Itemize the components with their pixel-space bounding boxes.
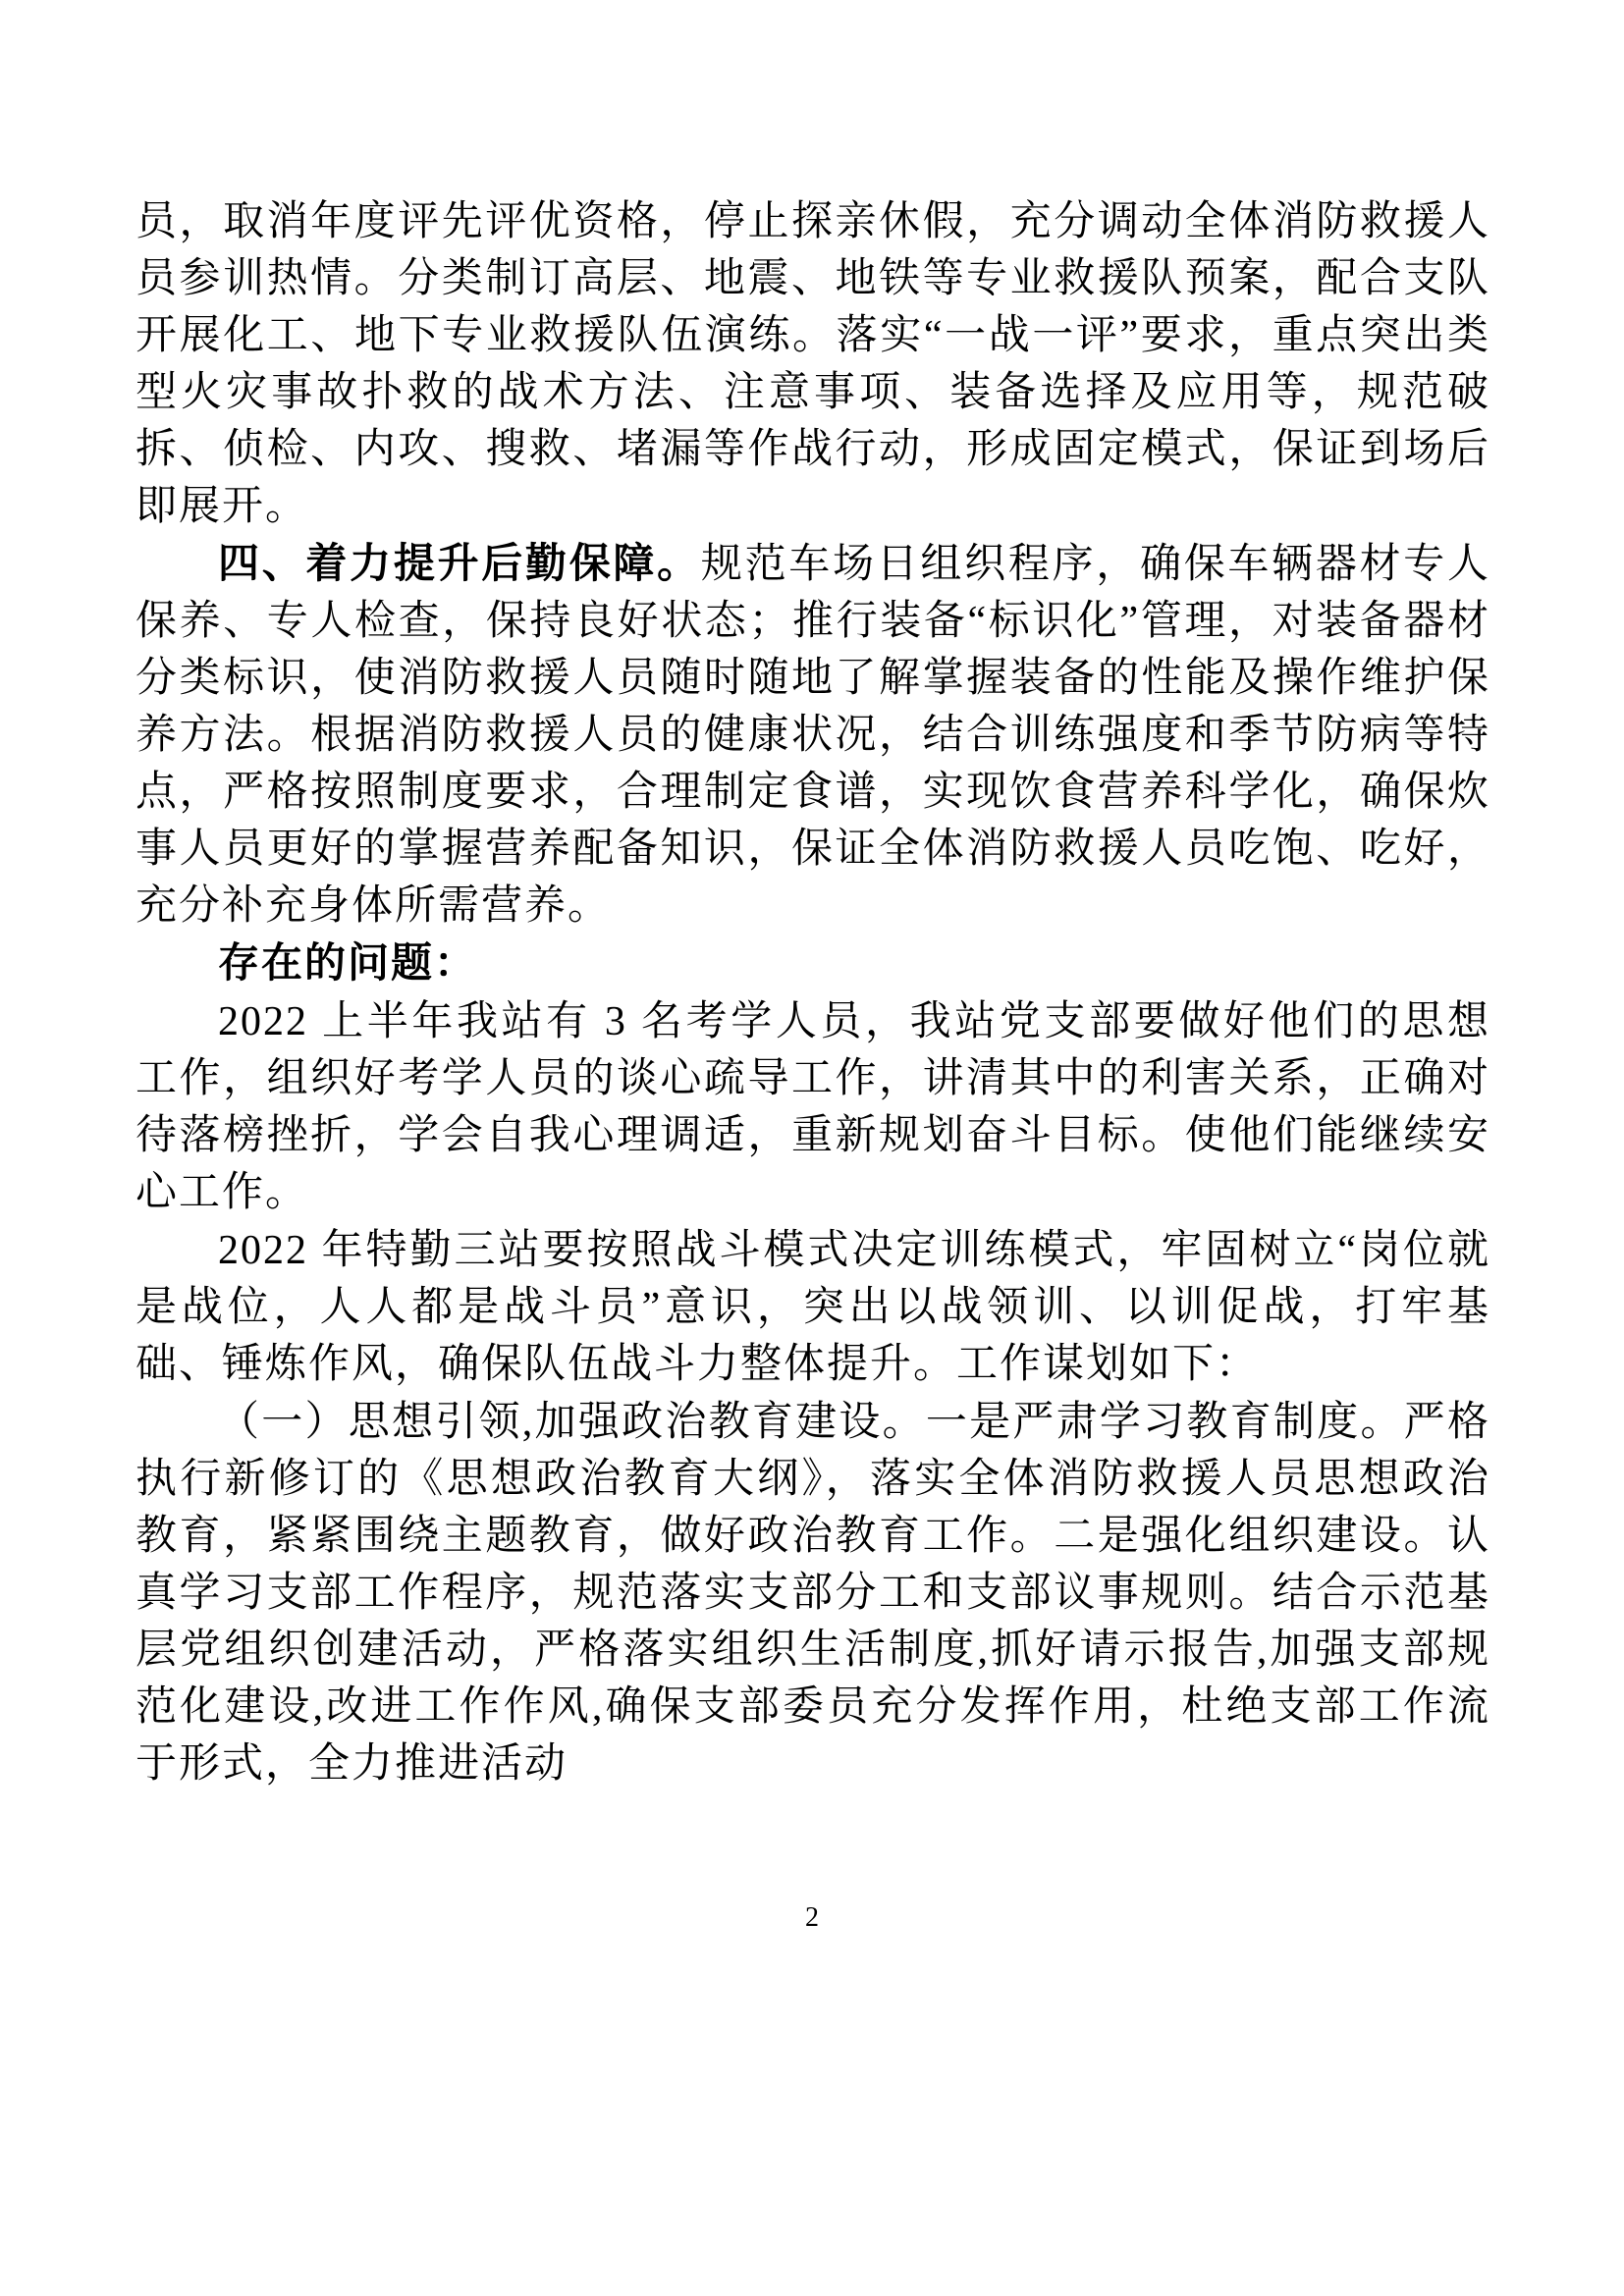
paragraph-section-4 [135,535,1490,934]
paragraph-plan-item-1 [135,1393,1490,1792]
paragraph-text: 2022 年特勤三站要按照战斗模式决定训练模式，牢固树立“岗位就是战位，人人都是战斗员”意识，突出以战领训、以训促战，打牢基础、锤炼作风，确保队伍战斗力整体提升。工作谋划如下： [135,1228,1490,1387]
paragraph-text: 员，取消年度评先评优资格，停止探亲休假，充分调动全体消防救援人员参训热情。分类制订高层、地震、地铁等专业救援队预案，配合支队开展化工、地下专业救援队伍演练。落实“一战一评”要求，重点突出类型火灾事故扑救的战术方法、注意事项、装备选择及应用等，规范破拆、侦检、内攻、搜救、堵漏等作战行动，形成固定模式，保证到场后即展开。 [135,199,1490,529]
paragraph-text: （一）思想引领,加强政治教育建设。一是严肃学习教育制度。严格执行新修订的《思想政治教育大纲》，落实全体消防救援人员思想政治教育，紧紧围绕主题教育，做好政治教育工作。二是强化组织建设。认真学习支部工作程序，规范落实支部分工和支部议事规则。结合示范基层党组织创建活动，严格落实组织生活制度,抓好请示报告,加强支部规范化建设,改进工作作风,确保支部委员充分发挥作用，杜绝支部工作流于形式，全力推进活动 [135,1400,1490,1787]
paragraph-continuation [135,192,1490,535]
paragraph-problems-detail [135,992,1490,1221]
document-body [135,192,1490,1792]
paragraph-text: 规范车场日组织程序，确保车辆器材专人保养、专人检查，保持良好状态；推行装备“标识化”管理，对装备器材分类标识，使消防救援人员随时随地了解掌握装备的性能及操作维护保养方法。根据消防救援人员的健康状况，结合训练强度和季节防病等特点，严格按照制度要求，合理制定食谱，实现饮食营养科学化，确保炊事人员更好的掌握营养配备知识，保证全体消防救援人员吃饱、吃好，充分补充身体所需营养。 [135,542,1490,929]
paragraph-2022-plan-intro [135,1221,1490,1393]
heading-existing-problems [135,934,1490,992]
paragraph-lead: 四、着力提升后勤保障。 [218,540,701,586]
paragraph-lead: 存在的问题： [218,939,478,986]
page-number: 2 [805,1902,819,1933]
paragraph-text: 2022 上半年我站有 3 名考学人员，我站党支部要做好他们的思想工作，组织好考学人员的谈心疏导工作，讲清其中的利害关系，正确对待落榜挫折，学会自我心理调适，重新规划奋斗目标。使他们能继续安心工作。 [135,999,1490,1215]
